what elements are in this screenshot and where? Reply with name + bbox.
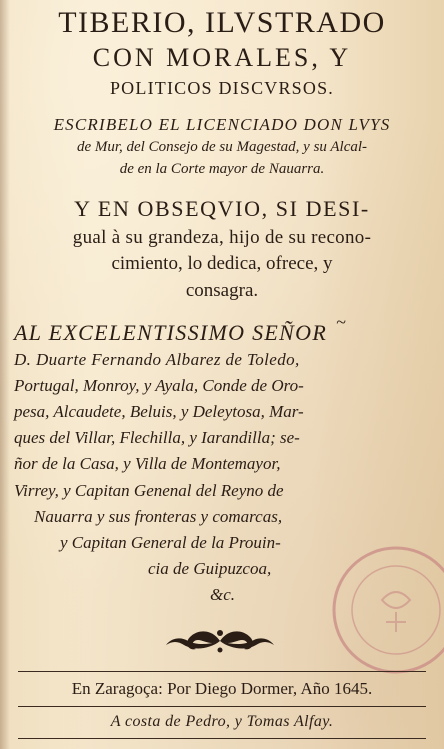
title-line-3: POLITICOS DISCVRSOS. (109, 78, 335, 98)
title-line-1: TIBERIO, ILVSTRADO (58, 6, 386, 39)
dedication-line-7: Virrey, y Capitan Genenal del Reyno de (14, 481, 284, 500)
tilde-mark: ~ (336, 312, 346, 332)
dedication-line-1: AL EXCELENTISSIMO SEÑOR (14, 320, 328, 345)
obsequio-line-4: consagra. (185, 280, 259, 301)
dedication-line-11: &c. (210, 585, 236, 604)
dedication-line-2: D. Duarte Fernando Albarez de Toledo, (14, 350, 300, 369)
rule-bottom (18, 738, 426, 739)
author-line-1: ESCRIBELO EL LICENCIADO DON LVYS (53, 115, 391, 134)
rule-middle (18, 706, 426, 707)
dedication-line-8: Nauarra y sus fronteras y comarcas, (34, 507, 283, 526)
author-line-3: de en la Corte mayor de Nauarra. (119, 161, 325, 177)
library-stamp (326, 540, 444, 680)
dedication-line-3: Portugal, Monroy, y Ayala, Conde de Oro- (14, 376, 304, 395)
dedication-line-5: ques del Villar, Flechilla, y Iarandilla; se- (14, 428, 300, 447)
obsequio-line-1: Y EN OBSEQVIO, SI DESI- (74, 196, 370, 221)
page-spine-shadow (0, 0, 10, 749)
author-line-2: de Mur, del Consejo de su Magestad, y su Alcal- (76, 139, 368, 155)
obsequio-line-3: cimiento, lo dedica, ofrece, y (111, 253, 333, 274)
imprint-line-1: En Zaragoça: Por Diego Dormer, Año 1645. (71, 679, 373, 698)
title-line-2: CON MORALES, Y (92, 43, 352, 72)
rule-top (18, 671, 426, 672)
dedication-line-6: ñor de la Casa, y Villa de Montemayor, (14, 454, 281, 473)
dedication-line-9: y Capitan General de la Prouin- (60, 533, 281, 552)
ornament-fleuron (160, 624, 280, 658)
dedication-line-4: pesa, Alcaudete, Beluis, y Deleytosa, Mar- (14, 402, 304, 421)
dedication-line-10: cia de Guipuzcoa, (148, 559, 272, 578)
obsequio-line-2: gual à su grandeza, hijo de su recono- (72, 227, 372, 248)
imprint-line-2: A costa de Pedro, y Tomas Alfay. (110, 713, 334, 730)
